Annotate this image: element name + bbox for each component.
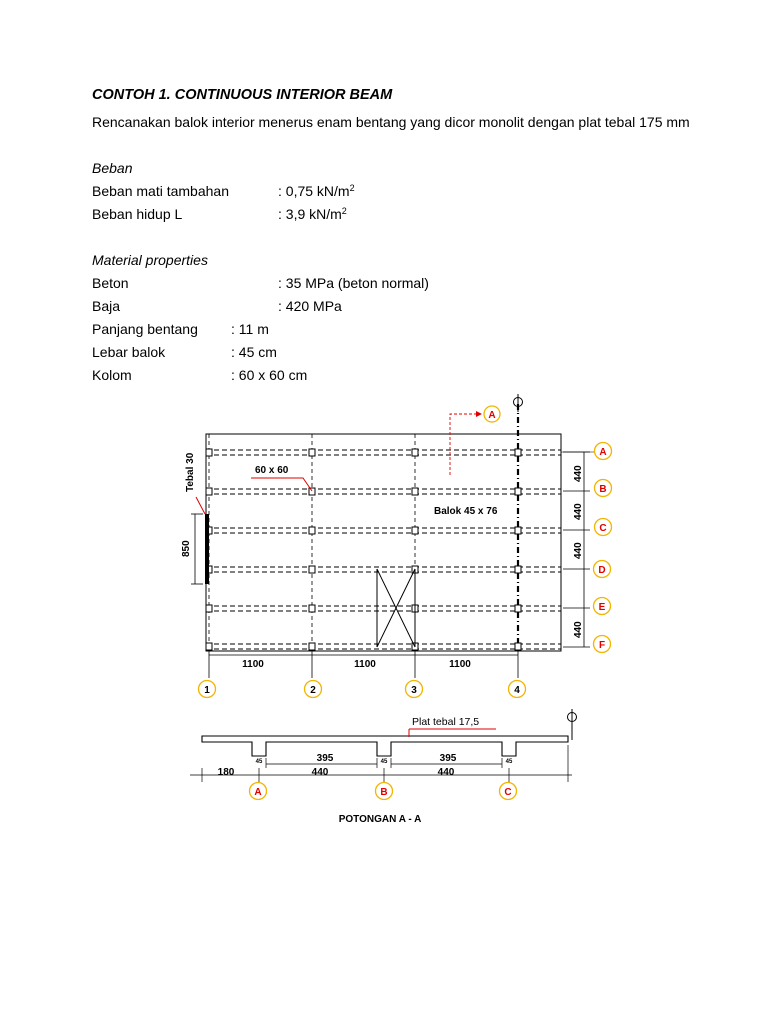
row-axis-bubbles: [561, 443, 612, 653]
section-marker-letter: A: [488, 410, 496, 421]
material-balok-label: Lebar balok: [92, 344, 166, 360]
row-dimension-cd: 440: [573, 542, 584, 559]
material-kolom-value: : 60 x 60 cm: [231, 367, 308, 383]
material-beton-label: Beton: [92, 275, 129, 291]
intro-text: Rencanakan balok interior menerus enam bentang yang dicor monolit dengan plat tebal 175 mm: [92, 114, 690, 130]
clear-span-2: 395: [439, 753, 457, 764]
beam-lines: [206, 450, 561, 649]
material-balok-value: : 45 cm: [231, 344, 277, 360]
column-gridlines: [209, 434, 415, 651]
slab-label: Plat tebal 17,5: [412, 716, 480, 728]
web-width-a: 45: [255, 759, 263, 765]
tebal-leader: [196, 497, 205, 514]
section-caption: POTONGAN A - A: [338, 814, 422, 825]
material-bentang-value: : 11 m: [231, 321, 269, 337]
row-dimension-ab: 440: [573, 465, 584, 482]
floor-plan: [181, 394, 612, 698]
web-width-b: 45: [380, 759, 388, 765]
svg-text:C: C: [504, 787, 512, 798]
slab-section: [202, 736, 568, 756]
beban-hidup-value: : 3,9 $kN/m^2$: [278, 206, 347, 222]
section-dim-440-1: 440: [311, 767, 329, 778]
column-axis-bubbles: [199, 681, 526, 698]
svg-text:A: A: [254, 787, 262, 798]
section-cut-line: [450, 414, 476, 475]
svg-text:4: 4: [514, 685, 520, 696]
centerline-icon: [514, 394, 523, 412]
beban-heading: Beban: [92, 160, 133, 176]
svg-text:C: C: [599, 523, 607, 534]
material-bentang-label: Panjang bentang: [92, 321, 198, 337]
svg-text:3: 3: [411, 685, 417, 696]
column-size-label: 60 x 60: [255, 465, 289, 476]
beban-mati-value: : 0,75 $kN/m^2$: [278, 183, 355, 199]
span-dimension-2: 1100: [354, 659, 376, 670]
wall-dimension: 850: [181, 540, 192, 557]
svg-text:A: A: [599, 447, 607, 458]
span-dimension-3: 1100: [449, 659, 471, 670]
material-beton-value: : 35 MPa (beton normal): [278, 275, 429, 291]
material-baja-label: Baja: [92, 298, 121, 314]
material-baja-value: : 420 MPa: [278, 298, 342, 314]
wall-dimension-line: [191, 514, 203, 584]
page-title: CONTOH 1. CONTINUOUS INTERIOR BEAM: [92, 87, 393, 103]
section-centerline-icon: [568, 709, 577, 740]
row-dimension-bc: 440: [573, 503, 584, 520]
clear-span-1: 395: [316, 753, 334, 764]
svg-text:1: 1: [204, 685, 210, 696]
row-dimension-ef: 440: [573, 621, 584, 638]
section-dim-180: 180: [217, 767, 235, 778]
span-dimension-1: 1100: [242, 659, 264, 670]
material-kolom-label: Kolom: [92, 367, 132, 383]
columns: [206, 449, 521, 650]
section-arrow-icon: [476, 411, 482, 417]
beban-mati-label: Beban mati tambahan: [92, 183, 229, 199]
wall: [205, 514, 209, 584]
svg-text:B: B: [599, 484, 607, 495]
tebal-label: Tebal 30: [185, 452, 196, 492]
svg-text:D: D: [598, 565, 606, 576]
section-dim-440-2: 440: [437, 767, 455, 778]
svg-text:2: 2: [310, 685, 316, 696]
svg-text:F: F: [598, 640, 606, 651]
beam-size-label: Balok 45 x 76: [434, 506, 498, 517]
section-axis-bubbles: [250, 783, 517, 800]
beban-hidup-label: Beban hidup L: [92, 206, 183, 222]
material-heading: Material properties: [92, 252, 208, 268]
svg-text:E: E: [598, 602, 606, 613]
web-width-c: 45: [505, 759, 513, 765]
svg-text:B: B: [380, 787, 388, 798]
section-a-a: [190, 709, 577, 825]
stair-opening: [377, 569, 415, 647]
